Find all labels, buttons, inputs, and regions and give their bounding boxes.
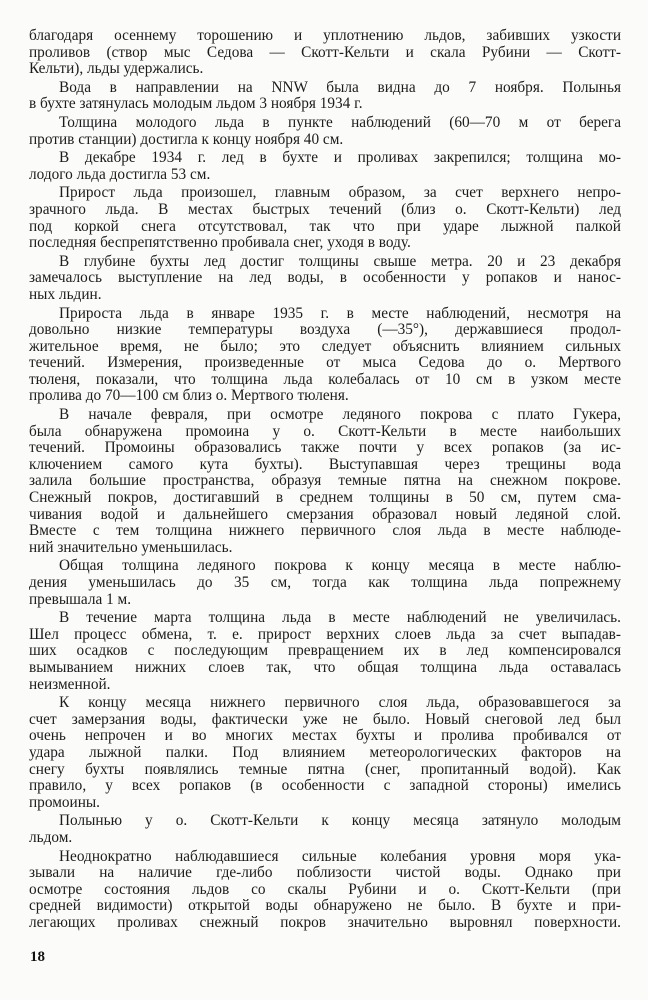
text-line: довольно низкие температуры воздуха (—35°), державшиеся продол-: [29, 321, 621, 339]
text-line: ключением самого кута бухты). Выступавшая через трещины вода: [29, 455, 621, 473]
text-line: неизменной.: [29, 675, 111, 693]
text-line: течений. Измерения, произведенные от мыса Седова до о. Мертвого: [29, 354, 621, 372]
text-line: К концу месяца нижнего первичного слоя льда, образовавшегося за: [59, 694, 621, 712]
paragraph: [29, 695, 621, 811]
text-line: Неоднократно наблюдавшиеся сильные колебания уровня моря ука-: [59, 847, 621, 865]
text-line: ний значительно уменьшилась.: [29, 538, 233, 556]
text-line: ших осадков с последующим превращением их в лед компенсировался: [29, 642, 621, 660]
text-line: дения уменьшилась до 35 см, тогда как толщина льда попрежнему: [29, 574, 621, 591]
text-line: замечалось выступление на лед воды, в особенности у ропаков и нанос-: [29, 269, 621, 287]
text-line: Прироста льда в январе 1935 г. в месте наблюдений, несмотря на: [59, 304, 621, 322]
paragraph: [29, 849, 621, 932]
text-line: Общая толщина ледяного покрова к концу месяца в месте наблю-: [59, 557, 621, 575]
paragraph: [29, 558, 621, 608]
text-line: средней видимости) открытой воды обнаружено не было. В бухте и при-: [29, 897, 621, 915]
text-line: В глубине бухты лед достиг толщины свыше метра. 20 и 23 декабря: [59, 252, 621, 270]
paragraph: [29, 28, 621, 78]
text-line: залила большие пространства, образуя темные пятна на снежном покрове.: [29, 472, 621, 490]
text-line: чивания водой и дальнейшего смерзания образовал новый ледяной слой.: [29, 505, 621, 523]
text-line: льдом.: [29, 828, 73, 846]
text-line: промоины.: [29, 793, 100, 811]
paragraph: [29, 254, 621, 304]
text-line: против станции) достигла к концу ноября 40 см.: [29, 130, 344, 148]
text-line: последняя беспрепятственно пробивала снег, уходя в воду.: [29, 234, 411, 252]
text-line: превышала 1 м.: [29, 590, 132, 608]
text-line: лодого льда достигла 53 см.: [29, 165, 211, 183]
paragraph: [29, 306, 621, 406]
text-line: тюленя, показали, что толщина льда колебалась от 10 см в узком месте: [29, 370, 621, 388]
text-line: счет замерзания воды, фактически уже не было. Новый снеговой лед был: [29, 710, 621, 728]
text-line: под коркой снега отсутствовал, так что при ударе лыжной палкой: [29, 217, 621, 235]
text-line: благодаря осеннему торошению и уплотнению льдов, забивших узкости: [29, 27, 621, 44]
text-line: ных льдин.: [29, 285, 102, 303]
text-line: была обнаружена промоина у о. Скотт-Кельти в месте наибольших: [29, 422, 621, 440]
text-line: В начале февраля, при осмотре ледяного покрова с плато Гукера,: [59, 406, 621, 424]
text-line: зрачного льда. В местах быстрых течений (близ о. Скотт-Кельти) лед: [29, 200, 621, 218]
paragraph: [29, 185, 621, 251]
paragraph: [29, 80, 621, 113]
text-line: Вместе с тем толщина нижнего первичного слоя льда в месте наблюде-: [29, 522, 621, 540]
text-line: правило, у всех ропаков (в особенности с западной стороны) имелись: [29, 777, 621, 795]
page-number: 18: [30, 949, 45, 965]
text-line: Полынью у о. Скотт-Кельти к концу месяца затянуло молодым: [59, 812, 621, 830]
text-line: пролива до 70—100 см близ о. Мертвого тюленя.: [29, 387, 349, 405]
text-line: в бухте затянулась молодым льдом 3 ноября 1934 г.: [29, 95, 363, 113]
text-line: жительное время, не было; это следует объяснить влиянием сильных: [29, 337, 621, 355]
paragraph: [29, 115, 621, 148]
text-line: осмотре состояния льдов со скалы Рубини и о. Скотт-Кельти (при: [29, 880, 621, 898]
text-line: В течение марта толщина льда в месте наблюдений не увеличилась.: [59, 609, 621, 627]
text-line: снегу бухты появлялись темные пятна (снег, пропитанный водой). Как: [29, 760, 621, 778]
text-line: Шел процесс обмена, т. е. прирост верхних слоев льда за счет выпадав-: [29, 625, 621, 643]
text-line: вымыванием нижних слоев так, что общая толщина льда оставалась: [29, 658, 621, 676]
text-line: Прирост льда произошел, главным образом, за счет верхнего непро-: [59, 184, 621, 202]
paragraph: [29, 407, 621, 556]
text-line: Снежный покров, достигавший в среднем толщины в 50 см, путем сма-: [29, 489, 621, 507]
text-line: В декабре 1934 г. лед в бухте и проливах закрепился; толщина мо-: [59, 149, 621, 167]
paragraph: [29, 150, 621, 183]
text-line: легающих проливах снежный покров значительно выровнял поверхности.: [29, 913, 621, 931]
text-line: удара лыжной палки. Под влиянием метеорологических факторов на: [29, 743, 621, 761]
paragraph: [29, 610, 621, 693]
text-line: проливов (створ мыс Седова — Скотт-Кельти и скала Рубини — Скотт-: [29, 43, 621, 61]
text-line: очень непрочен и во многих местах бухты и пролива пробивался от: [29, 727, 621, 745]
text-line: Вода в направлении на NNW была видна до 7 ноября. Полынья: [59, 78, 621, 96]
text-line: течений. Промоины образовались также почти у всех ропаков (за ис-: [29, 439, 621, 457]
text-line: Толщина молодого льда в пункте наблюдений (60—70 м от берега: [59, 113, 621, 131]
document-body: [29, 28, 621, 931]
text-line: Кельти), льды удержались.: [29, 60, 204, 78]
text-line: зывали на наличие где-либо поблизости чистой воды. Однако при: [29, 864, 621, 882]
paragraph: [29, 813, 621, 846]
